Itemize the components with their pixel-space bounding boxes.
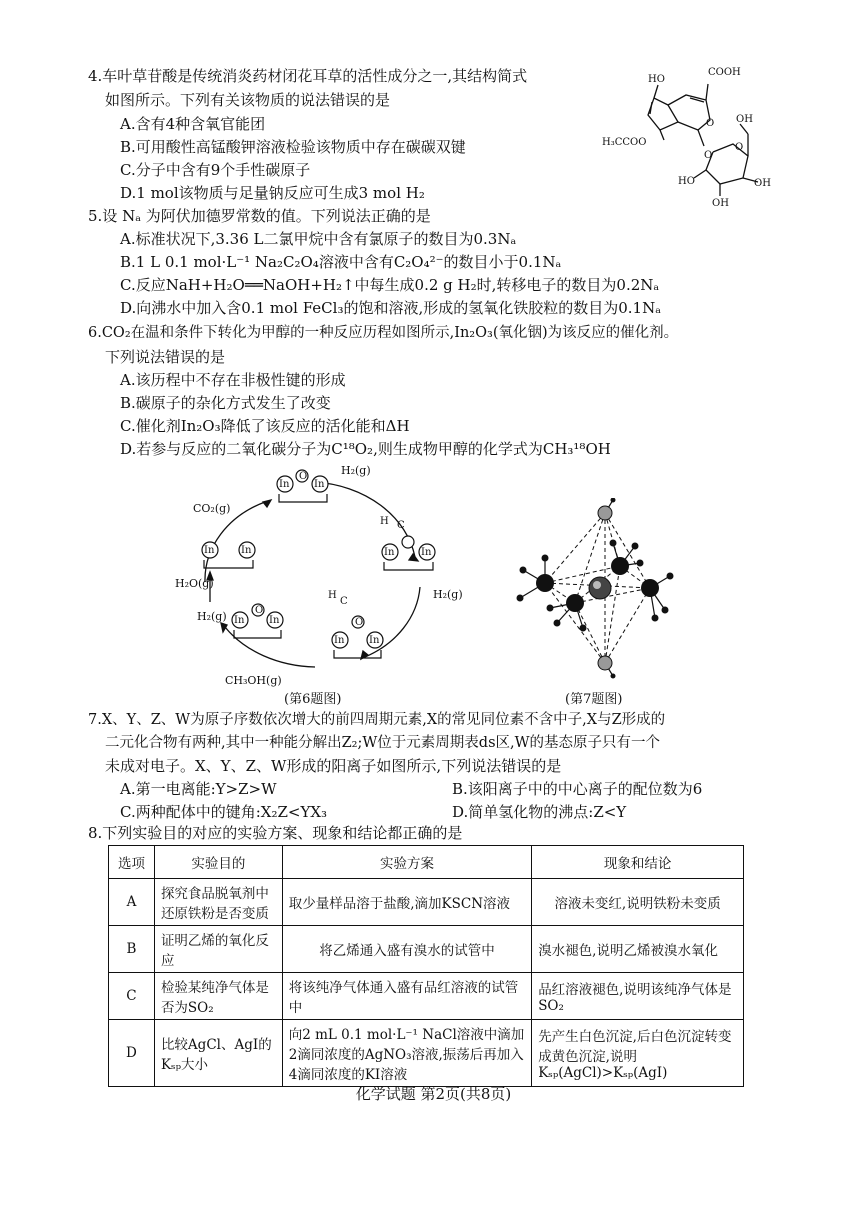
svg-text:O: O [255,605,264,616]
svg-text:OH: OH [736,114,753,125]
row-option: B [109,926,155,973]
q7-stem-line1: 7.X、Y、Z、W为原子序数依次增大的前四周期元素,X的常见同位素不含中子,X与Z形成的 [88,712,666,728]
row-result: 品红溶液褪色,说明该纯净气体是SO₂ [532,973,744,1020]
svg-text:OH: OH [712,198,729,209]
q7-option-d: D.简单氢化物的沸点:Z<Y [452,803,627,821]
q7-option-a: A.第一电离能:Y>Z>W [120,780,277,798]
svg-text:H: H [328,590,337,601]
q8-experiment-table [108,845,744,1087]
svg-text:O: O [704,150,713,161]
row-result: 溴水褪色,说明乙烯被溴水氧化 [532,926,744,973]
svg-text:In: In [234,615,245,626]
q6-option-c: C.催化剂In₂O₃降低了该反应的活化能和ΔH [120,417,410,435]
q5-option-d: D.向沸水中加入含0.1 mol FeCl₃的饱和溶液,形成的氢氧化铁胶粒的数目为0.1Nₐ [120,299,661,317]
q5-stem: 5.设 Nₐ 为阿伏加德罗常数的值。下列说法正确的是 [88,207,431,225]
q6-option-d: D.若参与反应的二氧化碳分子为C¹⁸O₂,则生成物甲醇的化学式为CH₃¹⁸OH [120,440,611,458]
svg-text:In: In [204,545,215,556]
svg-text:O: O [735,142,744,153]
svg-text:H: H [380,516,389,527]
q6-option-b: B.碳原子的杂化方式发生了改变 [120,394,331,412]
row-plan: 将乙烯通入盛有溴水的试管中 [282,926,531,973]
svg-text:O: O [706,118,715,129]
q4-option-c: C.分子中含有9个手性碳原子 [120,161,311,179]
q7-option-c: C.两种配体中的键角:X₂Z<YX₃ [120,803,328,821]
svg-text:CH₃OH(g): CH₃OH(g) [225,674,282,687]
header-option: 选项 [109,846,155,879]
q4-option-b: B.可用酸性高锰酸钾溶液检验该物质中存在碳碳双键 [120,138,466,156]
q7-cation-structure [505,498,675,688]
svg-text:CO₂(g): CO₂(g) [193,502,231,515]
svg-text:O: O [299,471,308,482]
q6-reaction-cycle-diagram [165,462,485,690]
svg-text:In: In [369,635,380,646]
svg-text:In: In [334,635,345,646]
q5-option-b: B.1 L 0.1 mol·L⁻¹ Na₂C₂O₄溶液中含有C₂O₄²⁻的数目小于0.1Nₐ [120,253,562,271]
q8-stem: 8.下列实验目的对应的实验方案、现象和结论都正确的是 [88,824,463,842]
header-purpose: 实验目的 [154,846,282,879]
q4-option-d: D.1 mol该物质与足量钠反应可生成3 mol H₂ [120,184,425,202]
row-purpose: 检验某纯净气体是否为SO₂ [154,973,282,1020]
svg-text:In: In [421,547,432,558]
svg-text:OH: OH [754,178,771,189]
header-plan: 实验方案 [282,846,531,879]
svg-text:In: In [384,547,395,558]
table-header-row [109,846,744,879]
q4-structure-diagram [598,60,798,210]
table-row [109,879,744,926]
table-row [109,926,744,973]
row-plan: 取少量样品溶于盐酸,滴加KSCN溶液 [282,879,531,926]
q7-stem-line3: 未成对电子。X、Y、Z、W形成的阳离子如图所示,下列说法错误的是 [105,757,562,775]
q6-figure-caption: (第6题图) [284,692,342,707]
q7-option-b: B.该阳离子中的中心离子的配位数为6 [452,780,703,798]
svg-text:C: C [340,596,348,607]
q4-stem-line1: 4.车叶草苷酸是传统消炎药材闭花耳草的活性成分之一,其结构简式 [88,67,528,85]
svg-text:HO: HO [648,74,665,85]
q5-option-c: C.反应NaH+H₂O══NaOH+H₂↑中每生成0.2 g H₂时,转移电子的数目为0.2Nₐ [120,276,660,294]
row-plan: 将该纯净气体通入盛有品红溶液的试管中 [282,973,531,1020]
svg-text:C: C [397,520,405,531]
row-purpose: 探究食品脱氧剂中还原铁粉是否变质 [154,879,282,926]
svg-text:HO: HO [678,176,695,187]
q4-option-a: A.含有4种含氧官能团 [120,115,266,133]
svg-text:H₂O(g): H₂O(g) [175,577,214,590]
svg-text:In: In [314,479,325,490]
q4-stem-line2: 如图所示。下列有关该物质的说法错误的是 [105,91,391,109]
q7-figure-caption: (第7题图) [565,692,623,707]
row-option: A [109,879,155,926]
row-purpose: 证明乙烯的氧化反应 [154,926,282,973]
svg-text:H₃CCOO: H₃CCOO [602,137,647,148]
q6-stem-line1: 6.CO₂在温和条件下转化为甲醇的一种反应历程如图所示,In₂O₃(氧化铟)为该反应的催化剂。 [88,325,679,341]
row-plan: 向2 mL 0.1 mol·L⁻¹ NaCl溶液中滴加2滴同浓度的AgNO₃溶液,振荡后再加入4滴同浓度的KI溶液 [282,1020,531,1087]
row-option: D [109,1020,155,1087]
q6-stem-line2: 下列说法错误的是 [105,348,226,366]
page-footer: 化学试题 第2页(共8页) [355,1085,512,1103]
svg-text:H₂(g): H₂(g) [197,610,227,623]
svg-text:H₂(g): H₂(g) [341,464,371,477]
row-result: 先产生白色沉淀,后白色沉淀转变成黄色沉淀,说明Kₛₚ(AgCl)>Kₛₚ(AgI) [532,1020,744,1087]
svg-text:In: In [241,545,252,556]
svg-text:In: In [269,615,280,626]
svg-text:O: O [355,617,364,628]
table-row [109,973,744,1020]
q6-option-a: A.该历程中不存在非极性键的形成 [120,371,346,389]
q7-stem-line2: 二元化合物有两种,其中一种能分解出Z₂;W位于元素周期表ds区,W的基态原子只有一个 [105,735,661,751]
svg-text:In: In [279,479,290,490]
table-row [109,1020,744,1087]
header-result: 现象和结论 [532,846,744,879]
row-purpose: 比较AgCl、AgI的Kₛₚ大小 [154,1020,282,1087]
row-option: C [109,973,155,1020]
q5-option-a: A.标准状况下,3.36 L二氯甲烷中含有氯原子的数目为0.3Nₐ [120,230,517,248]
svg-text:H₂(g): H₂(g) [433,588,463,601]
row-result: 溶液未变红,说明铁粉未变质 [532,879,744,926]
svg-text:COOH: COOH [708,67,741,78]
